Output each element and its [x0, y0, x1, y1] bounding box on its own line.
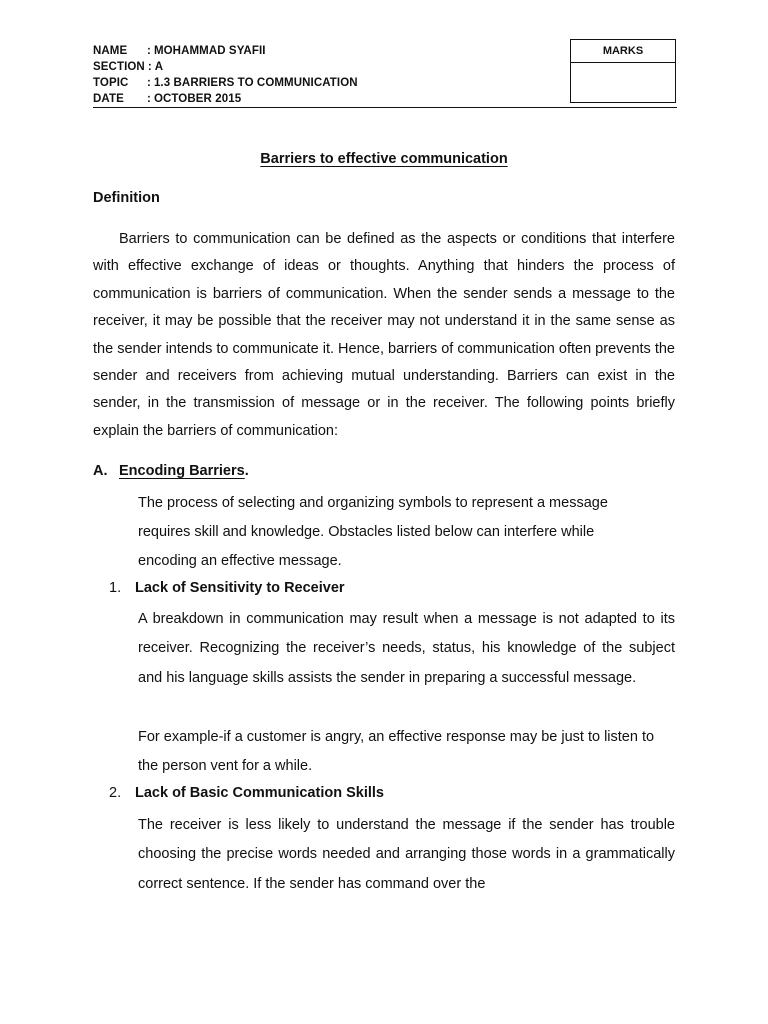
encoding-barriers-heading: [93, 463, 249, 479]
encoding-heading-text: Encoding Barriers: [119, 463, 245, 479]
list-item-body: A breakdown in communication may result when a message is not adapted to its receiver. Recognizing the receiver’s needs, status, his knowledge of the subject and his language skills assists the sender in preparing a successful message.: [138, 611, 675, 686]
date-row: [93, 91, 358, 107]
topic-separator: :: [147, 77, 151, 89]
list-item-title: Lack of Sensitivity to Receiver: [135, 580, 345, 596]
student-info-header: [93, 43, 358, 107]
date-value: OCTOBER 2015: [153, 93, 242, 105]
document-title-text: Barriers to effective communication: [260, 151, 508, 167]
name-separator: :: [147, 45, 151, 57]
section-label: SECTION: [93, 61, 145, 73]
topic-row: [93, 75, 358, 91]
definition-paragraph: Barriers to communication can be defined as the aspects or conditions that interfere with effective exchange of ideas or thoughts. Anything that hinders the process of communication is barriers of communication. When the sender sends a message to the receiver, it may be possible that the receiver may not understand it in the same sense as the sender intends to communicate it. Hence, barriers of communication often prevents the sender and receivers from achieving mutual understanding. Barriers can exist in the sender, in the transmission of message or in the receiver. The following points briefly explain the barriers of communication:: [93, 231, 675, 439]
list-item-heading: [109, 580, 345, 596]
header-divider: [93, 107, 677, 108]
encoding-intro: The process of selecting and organizing symbols to represent a message requires skill and knowledge. Obstacles listed below can interfere while encoding an effective message.: [138, 495, 608, 570]
section-value: A: [154, 61, 164, 73]
date-label: DATE: [93, 93, 124, 105]
definition-heading: Definition: [93, 190, 160, 206]
marks-label: MARKS: [571, 40, 675, 63]
encoding-heading-suffix: .: [244, 463, 249, 479]
list-item-heading: [109, 785, 384, 801]
list-item-body: The receiver is less likely to understand the message if the sender has trouble choosing the precise words needed and arranging those words in a grammatically correct sentence. If the sender has command over the: [138, 817, 675, 892]
marks-box: [570, 39, 676, 103]
list-item-example: For example-if a customer is angry, an effective response may be just to listen to the person vent for a while.: [138, 729, 655, 775]
name-value: MOHAMMAD SYAFII: [153, 45, 266, 57]
list-item-title: Lack of Basic Communication Skills: [135, 785, 384, 801]
encoding-letter: A.: [93, 463, 108, 479]
topic-label: TOPIC: [93, 77, 129, 89]
section-separator: :: [147, 61, 152, 73]
section-row: [93, 59, 358, 75]
date-separator: :: [147, 93, 151, 105]
name-label: NAME: [93, 45, 128, 57]
list-item-number: 1.: [109, 580, 122, 596]
name-row: [93, 43, 358, 59]
list-item-number: 2.: [109, 785, 122, 801]
document-title: [0, 151, 768, 167]
topic-value: 1.3 BARRIERS TO COMMUNICATION: [153, 77, 358, 89]
